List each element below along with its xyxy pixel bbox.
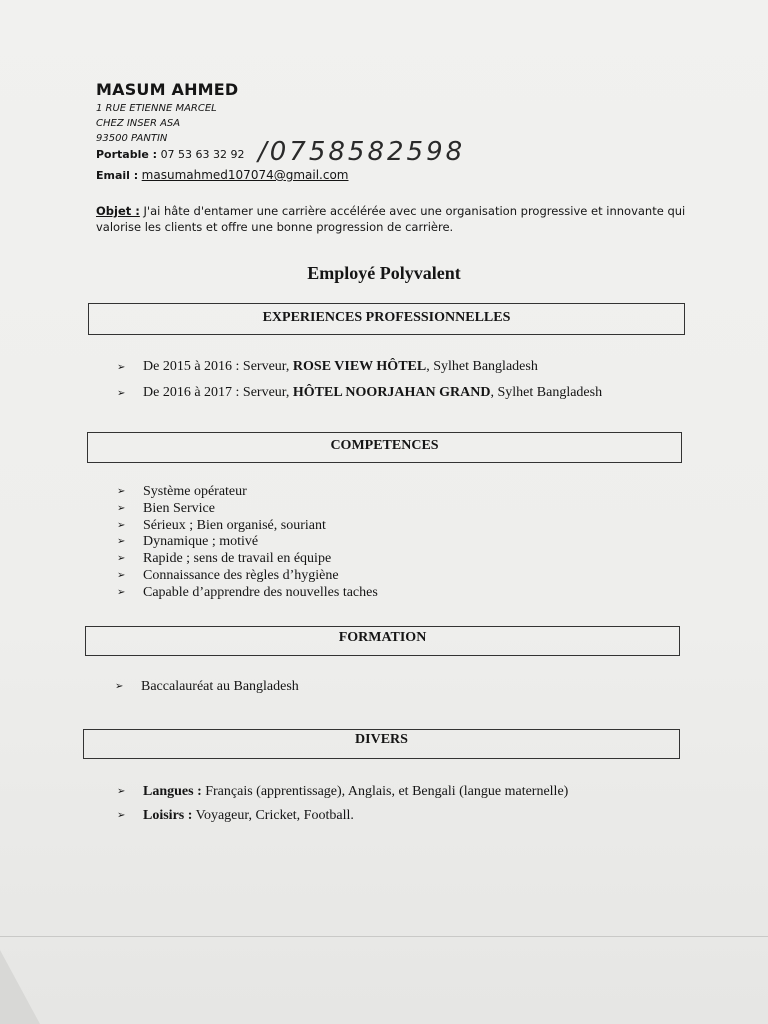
arrow-bullet-icon: ➢ [117,553,126,565]
skill-item-text: Système opérateur [143,484,247,499]
experience-item-employer: ROSE VIEW HÔTEL [292,359,427,374]
skill-item [117,551,378,568]
arrow-bullet-icon: ➢ [117,362,126,373]
arrow-bullet-icon: ➢ [117,486,126,497]
skill-item [117,585,378,602]
section-heading-education [85,626,680,656]
experience-item [117,383,602,409]
misc-item [117,782,568,806]
experience-list [117,357,602,409]
section-heading-experience [88,303,685,335]
skill-item [117,534,378,551]
arrow-bullet-icon: ➢ [117,388,126,399]
skill-item-text: Bien Service [143,500,215,516]
address-line-2: CHEZ INSER ASA [96,118,181,129]
misc-item-text: Français (apprentissage), Anglais, et Bengali (langue maternelle) [201,784,569,799]
section-heading-misc-text: DIVERS [355,732,408,747]
paper-fold-line [0,936,768,937]
email-label: Email : [96,169,139,182]
phone-value: 07 53 63 32 92 [160,148,245,161]
education-list [115,677,299,697]
experience-item-text: De 2015 à 2016 : Serveur, [143,359,293,374]
job-title: Employé Polyvalent [307,263,461,283]
skill-item-text: Capable d’apprendre des nouvelles taches [143,584,378,600]
handwritten-phone: /0758582598 [258,137,466,167]
misc-item-text: Voyageur, Cricket, Football. [192,808,354,823]
experience-item [117,357,602,383]
objective-text: J'ai hâte d'entamer une carrière accélérée avec une organisation progressive et innovante qui valorise les clients et offre une bonne progression de carrière. [96,204,686,234]
skill-item [117,501,378,518]
arrow-bullet-icon: ➢ [117,519,126,531]
address-line-1: 1 RUE ETIENNE MARCEL [96,103,217,114]
section-heading-skills-text: COMPETENCES [330,438,439,453]
experience-item-location: , Sylhet Bangladesh [426,359,538,374]
arrow-bullet-icon: ➢ [117,810,126,821]
arrow-bullet-icon: ➢ [117,536,126,548]
arrow-bullet-icon: ➢ [115,681,124,692]
objective-paragraph [96,203,716,235]
education-item [115,677,299,697]
phone-label: Portable : [96,148,158,161]
misc-list [117,782,568,830]
misc-item-label: Loisirs : [143,808,193,823]
skill-item-text: Sérieux ; Bien organisé, souriant [143,517,326,533]
section-heading-education-text: FORMATION [338,630,427,645]
skills-list [117,484,378,602]
email-link[interactable]: masumahmed107074@gmail.com [141,168,349,182]
section-heading-experience-text: EXPERIENCES PROFESSIONNELLES [262,310,511,325]
arrow-bullet-icon: ➢ [117,502,126,514]
misc-item-label: Langues : [143,784,202,799]
phone-line [96,148,245,161]
objective-label: Objet : [96,204,140,218]
address-line-3: 93500 PANTIN [96,133,168,144]
paper-corner-shadow [0,950,40,1024]
experience-item-text: De 2016 à 2017 : Serveur, [143,385,293,400]
education-item-text: Baccalauréat au Bangladesh [141,679,299,694]
arrow-bullet-icon: ➢ [117,786,126,797]
experience-item-location: , Sylhet Bangladesh [490,385,603,400]
arrow-bullet-icon: ➢ [117,586,126,598]
email-line [96,168,349,182]
section-heading-misc [83,729,680,759]
skill-item [117,518,378,535]
section-heading-skills [87,432,682,463]
experience-item-employer: HÔTEL NOORJAHAN GRAND [292,385,491,400]
arrow-bullet-icon: ➢ [117,569,126,581]
skill-item-text: Dynamique ; motivé [143,534,259,550]
skill-item [117,484,378,501]
misc-item [117,806,568,830]
candidate-name: MASUM AHMED [96,80,239,99]
skill-item [117,568,378,585]
skill-item-text: Rapide ; sens de travail en équipe [143,551,332,567]
skill-item-text: Connaissance des règles d’hygiène [143,567,339,583]
